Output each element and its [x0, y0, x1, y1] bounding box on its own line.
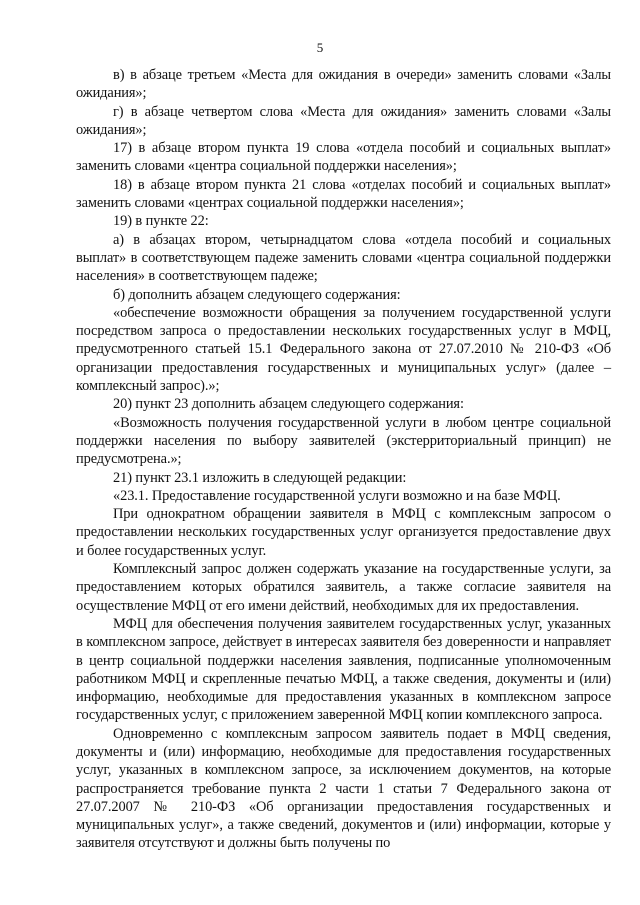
paragraph-item-18: 18) в абзаце втором пункта 21 слова «отделах пособий и социальных выплат» заменить словами «центрах социальной поддержки населения»;: [76, 176, 611, 212]
paragraph-simultaneous-submission: Одновременно с комплексным запросом заявитель подает в МФЦ сведения, документы и (или) информацию, необходимые для предоставления государственных услуг, указанных в комплексном запросе, за исключением документов, на которые распространяется требование пункта 2 части 1 статьи 7 Федерального закона от 27.07.2007 № 210-ФЗ «Об организации предоставления государственных и муниципальных услуг», а также сведений, документов и (или) информации, которые у заявителя отсутствуют и должны быть получены по: [76, 725, 611, 852]
document-body: [76, 66, 611, 853]
paragraph-complex-request-content: Комплексный запрос должен содержать указание на государственные услуги, за предоставлением которых обратился заявитель, а также согласие заявителя на осуществление МФЦ от его имени действий, необходимых для их предоставления.: [76, 561, 611, 614]
paragraph-clause-23-1: «23.1. Предоставление государственной услуги возможно и на базе МФЦ.: [113, 487, 561, 504]
paragraph-item-20: 20) пункт 23 дополнить абзацем следующего содержания:: [113, 396, 464, 413]
paragraph-amend-v: в) в абзаце третьем «Места для ожидания в очереди» заменить словами «Залы ожидания»;: [76, 67, 611, 102]
paragraph-quoted-addition: «обеспечение возможности обращения за получением государственной услуги посредством запроса о предоставлении нескольких государственных услуг в МФЦ, предусмотренного статьей 15.1 Федерального закона от 27.07.2010 № 210-ФЗ «Об организации предоставления государственных и муниципальных услуг» (далее – комплексный запрос).»;: [76, 304, 611, 395]
paragraph-item-19-b: б) дополнить абзацем следующего содержания:: [113, 286, 401, 303]
paragraph-item-19-a: а) в абзацах втором, четырнадцатом слова «отдела пособий и социальных выплат» в соответствующем падеже заменить словами «центра социальной поддержки населения» в соответствующем падеже;: [76, 231, 611, 285]
paragraph-quoted-extraterritorial: «Возможность получения государственной услуги в любом центре социальной поддержки населения по выбору заявителей (экстерриториальный принцип) не предусмотрена.»;: [76, 414, 611, 468]
page-number: 5: [316, 40, 324, 55]
paragraph-item-17: 17) в абзаце втором пункта 19 слова «отдела пособий и социальных выплат» заменить словами «центра социальной поддержки населения»;: [76, 140, 611, 175]
paragraph-item-21: 21) пункт 23.1 изложить в следующей редакции:: [113, 469, 407, 486]
paragraph-item-19: 19) в пункте 22:: [113, 213, 209, 230]
paragraph-amend-g: г) в абзаце четвертом слова «Места для ожидания» заменить словами «Залы ожидания»;: [76, 103, 611, 138]
paragraph-single-request: При однократном обращении заявителя в МФЦ с комплексным запросом о предоставлении нескольких государственных услуг организуется предоставление двух и более государственных услуг.: [76, 506, 611, 559]
paragraph-mfc-actions: МФЦ для обеспечения получения заявителем государственных услуг, указанных в комплексном запросе, действует в интересах заявителя без доверенности и направляет в центр социальной поддержки населения заявления, подписанные уполномоченным работником МФЦ и скрепленные печатью МФЦ, а также сведения, документы и (или) информацию, необходимые для предоставления указанных в комплексном запросе государственных услуг, с приложением заверенной МФЦ копии комплексного запроса.: [76, 615, 611, 724]
